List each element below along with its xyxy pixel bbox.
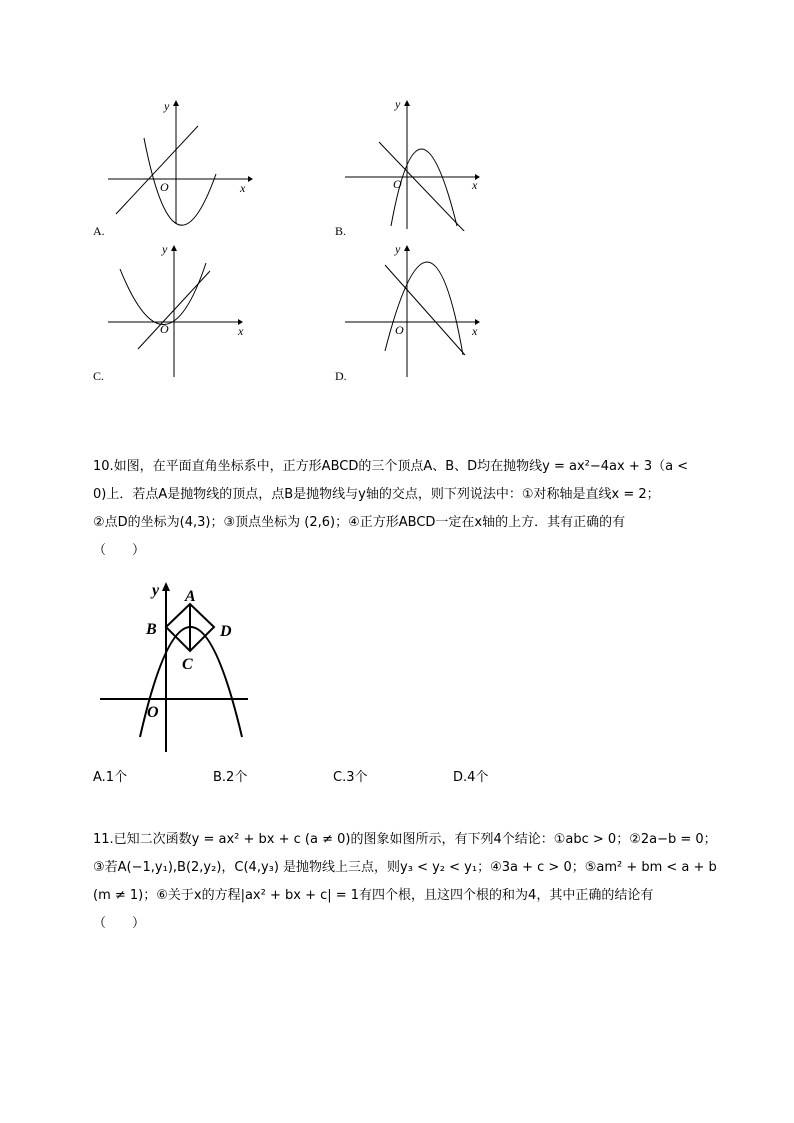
point-d-label: D (220, 623, 232, 640)
q10-line-2: 0)上．若点A是抛物线的顶点，点B是抛物线与y轴的交点，则下列说法中：①对称轴是直线x = 2； (93, 487, 660, 502)
choice-c[interactable]: C.3个 (333, 770, 368, 785)
y-axis-label: y (395, 242, 401, 256)
question-11 (93, 826, 717, 938)
option-d-label: D. (335, 369, 347, 383)
origin-label: O (160, 322, 169, 336)
x-axis-label: x (472, 178, 478, 192)
q10-line-3: ②点D的坐标为(4,3)；③顶点坐标为 (2,6)；④正方形ABCD一定在x轴的上方．其有正确的有 (93, 515, 626, 530)
graph-option-d[interactable] (345, 241, 490, 381)
point-a-label: A (185, 588, 196, 605)
choice-a[interactable]: A.1个 (93, 770, 128, 785)
y-axis-label: y (164, 99, 170, 113)
q11-line-2: ③若A(−1,y₁),B(2,y₂)，C(4,y₃) 是抛物线上三点，则y₃ < y₂ < y₁；④3a + c > 0；⑤am² + bm < a + b (93, 860, 717, 875)
x-axis-label: x (240, 181, 246, 195)
option-b-label: B. (335, 224, 347, 238)
choice-d[interactable]: D.4个 (453, 770, 489, 785)
origin-label: O (395, 323, 404, 337)
option-c-label: C. (93, 369, 105, 383)
point-c-label: C (182, 656, 193, 673)
q11-line-3: (m ≠ 1)；⑥关于x的方程|ax² + bx + c| = 1有四个根，且这四个根的和为4，其中正确的结论有 (93, 888, 654, 903)
y-axis-label: y (162, 242, 168, 256)
x-axis-label: x (238, 324, 244, 338)
choice-b[interactable]: B.2个 (213, 770, 248, 785)
origin-label: O (160, 180, 169, 194)
q10-line-1: 10.如图，在平面直角坐标系中，正方形ABCD的三个顶点A、B、D均在抛物线y = ax²−4ax + 3（a < (93, 459, 689, 474)
y-axis-label: y (395, 97, 401, 111)
question-10 (93, 453, 713, 565)
fig-origin-label: O (147, 704, 159, 721)
option-a-label: A. (93, 224, 105, 238)
q11-line-1: 11.已知二次函数y = ax² + bx + c (a ≠ 0)的图象如图所示，有下列4个结论：①abc > 0；②2a−b = 0； (93, 832, 717, 847)
q11-line-4: （ ） (93, 916, 146, 931)
graph-option-c[interactable] (108, 241, 253, 381)
x-axis-label: x (472, 324, 478, 338)
graph-option-b[interactable] (345, 96, 490, 231)
q10-figure (98, 577, 258, 757)
point-b-label: B (146, 621, 157, 638)
q10-line-4: （ ） (93, 543, 146, 558)
fig-y-label: y (152, 582, 160, 599)
origin-label: O (393, 177, 402, 191)
graph-option-a[interactable] (108, 96, 253, 226)
